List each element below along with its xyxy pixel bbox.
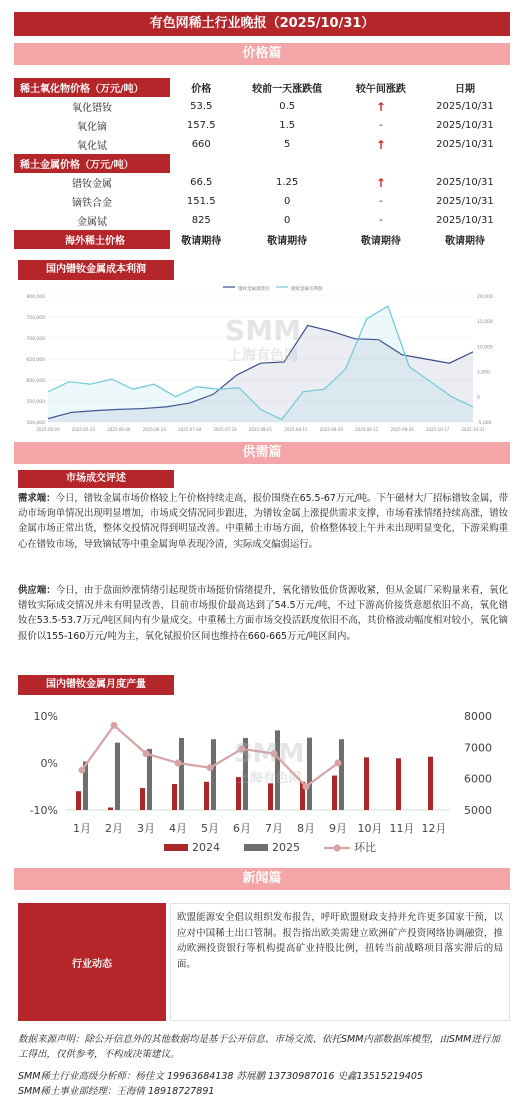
x-tick-label: 6月 [233,822,251,835]
y-tick-left: -10% [29,804,58,817]
mom-point [175,760,182,767]
product-name: 氧化镝 [77,122,107,133]
date-value: 2025/10/31 [436,139,494,150]
y-tick-left: 0% [40,757,58,770]
mom-point [111,722,118,729]
news-label: 行业动态 [18,903,166,1021]
watermark-logo: SMM [233,739,305,769]
legend-swatch-2025 [244,844,268,851]
table-row [14,116,510,135]
y-tick-right: 8000 [464,710,492,723]
x-tick-label: 7月 [265,822,283,835]
metal-category-row [14,154,510,173]
bar-2024 [76,791,81,810]
col-header-price: 价格 [191,84,212,95]
bar-2025 [339,739,344,810]
news-text: 欧盟能源安全倡议组织发布报告，呼吁欧盟财政支持并允许更多国家干预，以应对中国稀土出口管制。报告指出欧美需建立欧洲矿产投资网络协调融资，推动欧洲投资银行等机构提高矿业持股比例，扭转当前战略项目落实滞后的局面。 [177,912,503,970]
section-price-band: 价格篇 [14,43,510,65]
y-tick-left: 800,000 [26,295,45,300]
demand-label: 需求端： [18,493,56,504]
price-table [14,78,510,249]
x-tick-label: 1月 [73,822,91,835]
product-name: 氧化铽 [77,141,107,152]
y-tick-right: 5,000 [477,370,490,376]
bar-2024 [172,784,177,810]
watermark-logo: SMM [225,314,301,347]
bar-2024 [268,783,273,810]
x-tick-label: 2025-07-18 [213,427,237,432]
price-value: 53.5 [190,101,213,112]
mom-point [207,764,214,771]
overseas-value: 敬请期待 [181,236,222,247]
bar-2025 [147,749,152,810]
noon-trend: - [379,215,383,226]
change-value: 0 [283,196,291,207]
x-tick-label: 2025-07-04 [178,427,202,432]
bar-2024 [140,788,145,810]
overseas-row [14,230,510,249]
y-tick-left: 500,000 [26,421,45,426]
noon-trend: - [379,120,383,131]
product-name: 金属铽 [77,217,107,228]
bar-2024 [428,757,433,810]
price-value: 151.5 [186,196,216,207]
y-tick-left: 550,000 [26,400,45,405]
col-header-noon: 较午间涨跌 [355,84,406,95]
noon-trend: ↑ [375,137,386,152]
y-tick-left: 650,000 [26,358,45,363]
section-news-band: 新闻篇 [14,868,510,890]
bar-2025 [307,738,312,810]
x-tick-label: 2月 [105,822,123,835]
x-tick-label: 10月 [357,822,383,835]
table-row [14,173,510,192]
oxide-category-label: 稀土氧化物价格（万元/吨） [14,78,170,97]
bar-2024 [108,807,113,810]
report-title: 有色网稀土行业晚报（2025/10/31） [14,12,510,36]
legend-label: 镨钕金属现货价 [238,287,270,292]
date-value: 2025/10/31 [436,196,494,207]
y-tick-left: 750,000 [26,316,45,321]
mom-point [143,750,150,757]
y-tick-right: 5000 [464,804,492,817]
x-tick-label: 11月 [389,822,415,835]
supply-label: 供应端： [18,585,56,596]
x-tick-label: 5月 [201,822,219,835]
market-review-title: 市场成交评述 [18,470,174,488]
legend-label: 2025 [272,841,300,854]
date-value: 2025/10/31 [436,215,494,226]
price-value: 660 [191,139,211,150]
x-tick-label: 2025-08-29 [319,427,343,432]
x-tick-label: 12月 [421,822,447,835]
mom-point [303,783,310,790]
x-tick-label: 2025-09-26 [390,427,414,432]
bar-2024 [332,776,337,810]
bar-2025 [115,743,120,810]
mom-point [79,767,86,774]
change-value: 0.5 [279,101,296,112]
x-tick-label: 8月 [297,822,315,835]
x-tick-label: 2025-05-23 [71,427,96,432]
legend-swatch-2024 [164,844,188,851]
col-header-date: 日期 [454,84,475,95]
mom-point [335,760,342,767]
bar-2024 [364,757,369,810]
noon-trend: - [379,196,383,207]
table-row [14,97,510,116]
overseas-value: 敬请期待 [444,236,485,247]
y-tick-right: 15,000 [477,320,493,326]
change-value: 0 [283,215,291,226]
y-tick-right: 20,000 [477,295,493,300]
y-tick-right: 6000 [464,772,492,786]
noon-trend: ↑ [375,99,386,114]
supply-text: 今日，由于盘面炒涨情绪引起现货市场挺价情绪提升，氧化镨钕低价货源收紧，但从金属厂采购量来看，氧化镨钕实际成交情况并未有明显改善，目前市场报价最高达到了54.5万元/吨，不过下游高价接货意愿依旧不高，氧化镨钕在53.5-53.7万元/吨区间内有少量成交。中重稀土方面市场交投活跃度依旧不高，其价格波动幅度相对较小，氧化镝报价以155-160万元/吨为主，氧化铽报价区间也维持在660-665万元/吨区间内。 [18,585,508,642]
product-name: 镨钕金属 [72,179,112,190]
supply-paragraph [18,583,508,644]
change-value: 5 [283,139,291,150]
section-supply-band: 供需篇 [14,442,510,464]
product-name: 镝铁合金 [72,198,112,209]
price-value: 157.5 [186,120,216,131]
y-tick-left: 10% [33,710,58,723]
table-row [14,192,510,211]
col-header-change: 较前一天涨跌值 [252,84,323,95]
x-tick-label: 2025-06-06 [107,427,131,432]
date-value: 2025/10/31 [436,120,494,131]
x-tick-label: 2025-06-20 [142,427,166,432]
watermark-text: 上海有色网 [236,771,302,786]
metal-category-label: 稀土金属价格（万元/吨） [14,154,170,173]
cost-profit-chart [18,282,508,440]
y-tick-right: 0 [477,395,480,401]
price-table-header-row [14,78,510,97]
news-box [170,903,510,1021]
chart1-area [18,282,508,440]
table-row [14,211,510,230]
y-tick-right: 10,000 [477,345,493,351]
bar-2024 [204,782,209,810]
legend-label: 环比 [354,841,376,854]
bar-2025 [211,739,216,810]
y-tick-right: -5,000 [477,421,492,426]
price-value: 66.5 [190,177,213,188]
monthly-output-chart [14,700,510,865]
chart2-area [14,700,510,865]
x-tick-label: 2025-08-15 [284,427,308,432]
demand-paragraph [18,491,508,552]
overseas-label: 海外稀土价格 [14,230,170,249]
product-name: 氧化镨钕 [72,103,112,114]
overseas-value: 敬请期待 [360,236,401,247]
legend-label: 2024 [192,841,220,854]
price-value: 825 [191,215,211,226]
manager-contact: SMM稀土事业部经理：王海倩 18918727891 [18,1086,215,1097]
x-tick-label: 2025-09-12 [355,427,379,432]
change-value: 1.5 [279,120,296,131]
x-tick-label: 2025-05-09 [36,427,60,432]
x-tick-label: 2025-10-17 [425,427,450,432]
x-tick-label: 2025-08-01 [248,427,273,432]
x-tick-label: 2025-10-31 [461,427,485,432]
x-tick-label: 9月 [329,822,347,835]
overseas-value: 敬请期待 [267,236,308,247]
disclaimer: 数据来源声明：除公开信息外的其他数据均是基于公开信息、市场交流、依托SMM内部数据库模型，由SMM进行加工得出，仅供参考，不构成决策建议。 [18,1034,500,1060]
date-value: 2025/10/31 [436,177,494,188]
analysts-contact: SMM稀土行业高级分析师：杨佳文 19963684138 苏展鹏 13730987016 史鑫13515219405 [18,1071,423,1082]
x-tick-label: 3月 [137,822,155,835]
chart2-title: 国内镨钕金属月度产量 [18,675,174,695]
date-value: 2025/10/31 [436,101,494,112]
demand-text: 今日，镨钕金属市场价格较上午价格持续走高，报价围绕在65.5-67万元/吨。下午磁材大厂招标镨钕金属，带动市场询单情况出现明显增加，市场成交情况同步跟进，为镨钕金属上涨提供需求支撑，市场看涨情绪持续高涨，镨钕金属市场正常出货，整体交投情况得到明显改善。中重稀土市场方面，价格整体较上午并未出现明显变化，下游采购重心在镨钕市场，导致镝铽等中重金属询单表现冷清，实际成交偏弱运行。 [18,493,508,550]
bar-2024 [396,758,401,810]
y-tick-right: 7000 [464,741,492,755]
legend-swatch-mom-point [334,845,341,852]
change-value: 1.25 [276,177,299,188]
noon-trend: ↑ [375,175,386,190]
legend-label: 镨钕金属毛利润 [291,287,323,292]
chart1-title: 国内镨钕金属成本利润 [18,260,174,280]
x-tick-label: 4月 [169,822,187,835]
table-row [14,135,510,154]
y-tick-left: 600,000 [26,379,45,384]
y-tick-left: 700,000 [26,337,45,342]
watermark-text: 上海有色网 [228,348,298,364]
bar-2025 [179,738,184,810]
